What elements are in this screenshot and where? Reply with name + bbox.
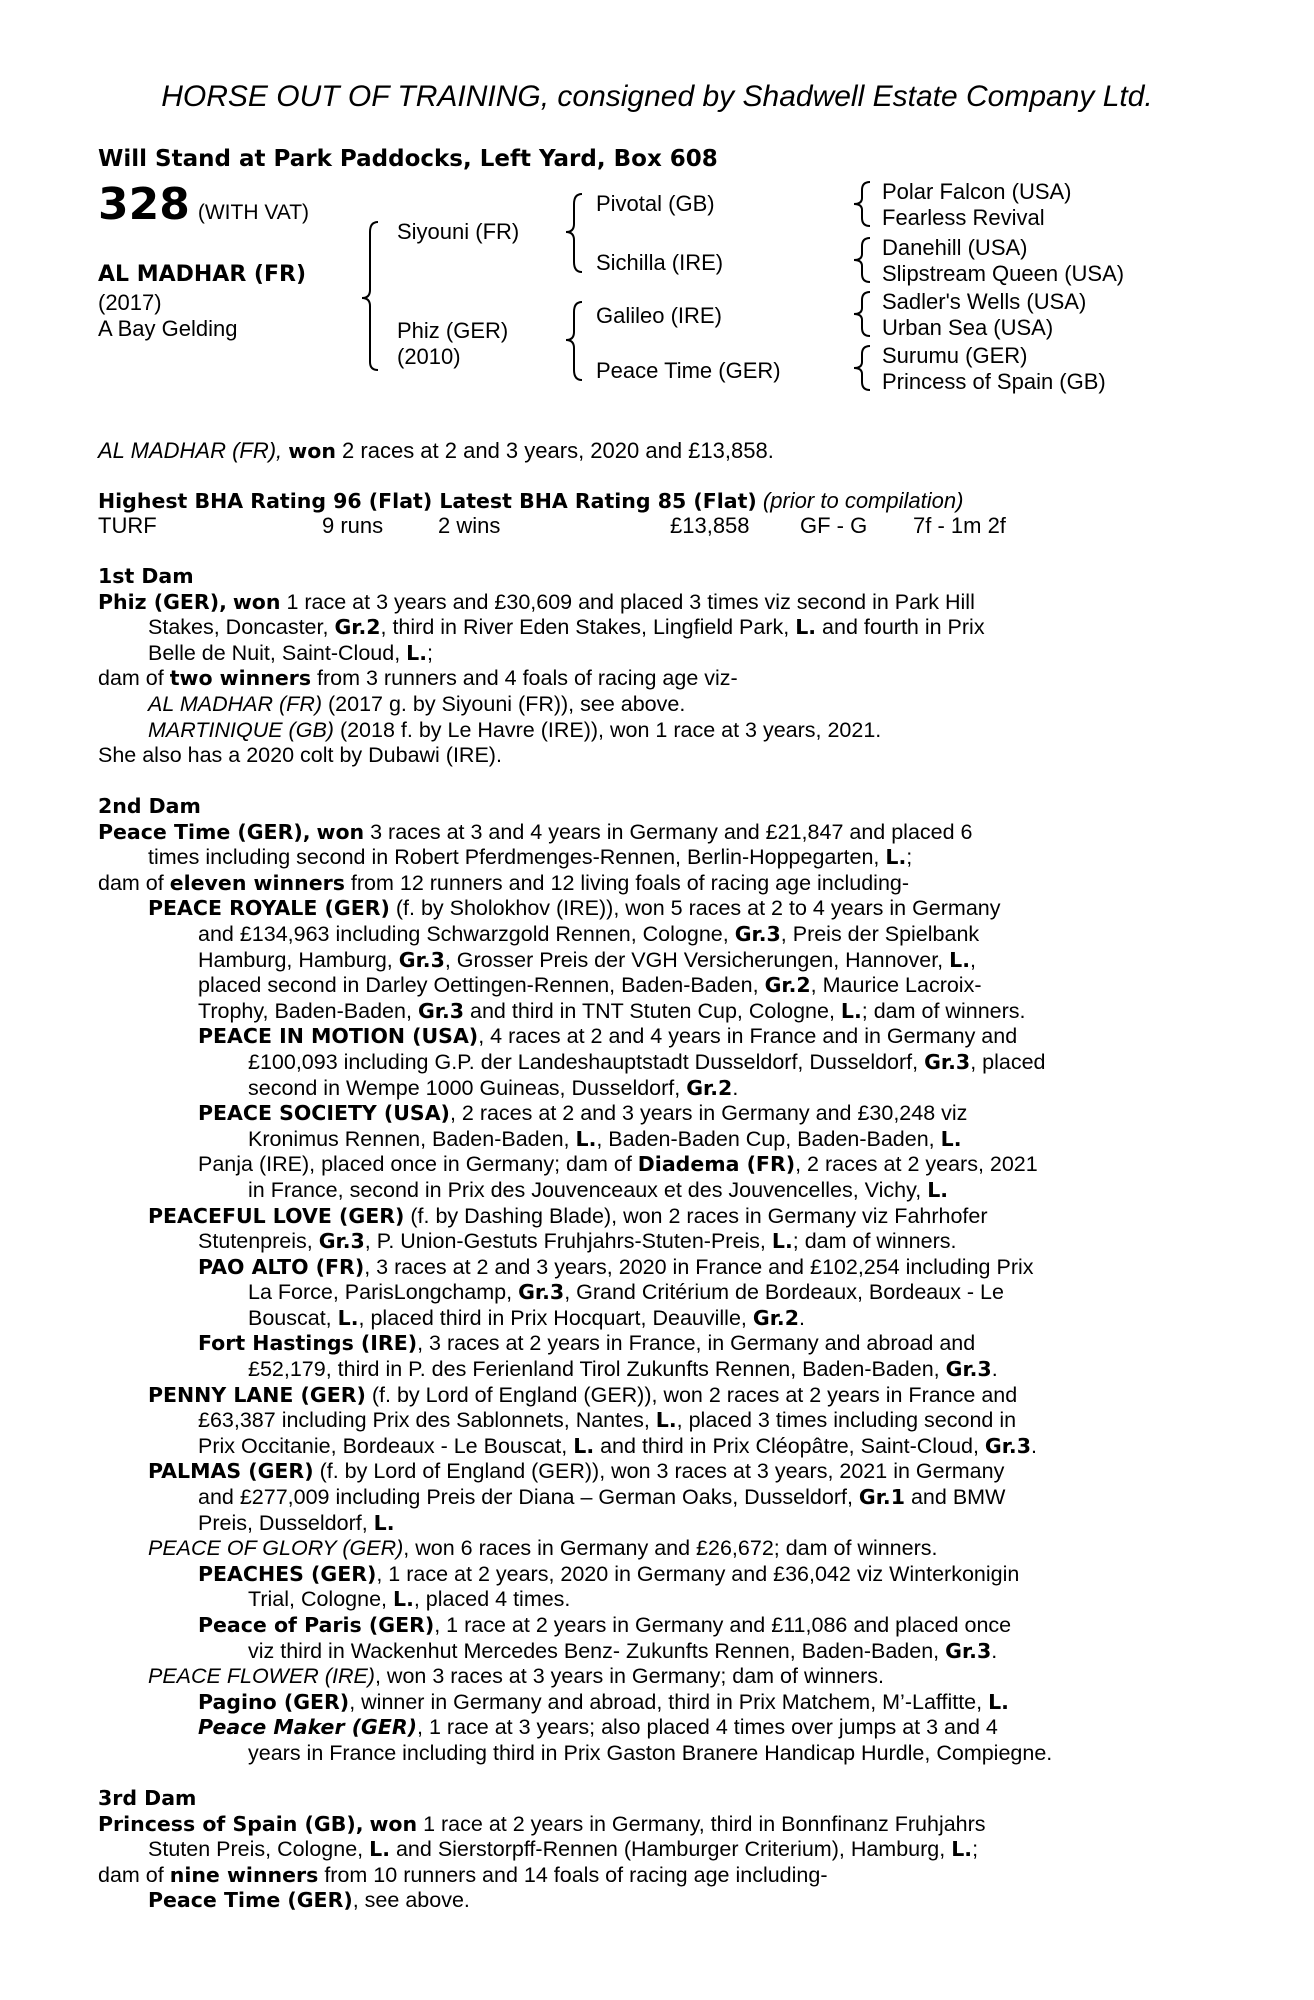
- second-dam-line: Pagino (GER), winner in Germany and abroad, third in Prix Matchem, M’-Laffitte, L.: [198, 1689, 1009, 1714]
- second-dam-line: £52,179, third in P. des Ferienland Tirol Zukunfts Rennen, Baden-Baden, Gr.3.: [248, 1357, 998, 1382]
- pedigree-dam-dam: Peace Time (GER): [596, 358, 781, 383]
- second-dam-line: years in France including third in Prix Gaston Branere Handicap Hurdle, Compiegne.: [248, 1740, 1053, 1765]
- second-dam-line: Bouscat, L., placed third in Prix Hocquart, Deauville, Gr.2.: [248, 1305, 805, 1330]
- first-dam-section: [98, 564, 1208, 769]
- turf-wins: 2 wins: [438, 513, 501, 538]
- second-dam-line: Kronimus Rennen, Baden-Baden, L., Baden-Baden Cup, Baden-Baden, L.: [248, 1126, 962, 1151]
- pedigree-g6: Urban Sea (USA): [882, 315, 1054, 340]
- third-dam-title: 3rd Dam: [98, 1786, 197, 1810]
- turf-distance: 7f - 1m 2f: [913, 513, 1006, 538]
- first-dam-line: Stakes, Doncaster, Gr.2, third in River Eden Stakes, Lingfield Park, L. and fourth in Prix: [148, 615, 985, 640]
- second-dam-line: PEACE OF GLORY (GER), won 6 races in Germany and £26,672; dam of winners.: [148, 1536, 938, 1561]
- pedigree-g2: Fearless Revival: [882, 205, 1045, 230]
- turf-going: GF - G: [800, 513, 868, 538]
- bha-rating: Highest BHA Rating 96 (Flat) Latest BHA Rating 85 (Flat) (prior to compilation): [98, 488, 964, 513]
- first-dam-line: dam of two winners from 3 runners and 4 foals of racing age viz-: [98, 666, 738, 691]
- second-dam-line: Peace Maker (GER), 1 race at 3 years; also placed 4 times over jumps at 3 and 4: [198, 1715, 998, 1740]
- pedigree-g8: Princess of Spain (GB): [882, 369, 1106, 394]
- second-dam-line: and £277,009 including Preis der Diana – German Oaks, Dusseldorf, Gr.1 and BMW: [198, 1485, 1006, 1510]
- second-dam-line: PALMAS (GER) (f. by Lord of England (GER)), won 3 races at 3 years, 2021 in Germany: [148, 1459, 1005, 1484]
- second-dam-line: Trophy, Baden-Baden, Gr.3 and third in TNT Stuten Cup, Cologne, L.; dam of winners.: [198, 998, 1026, 1023]
- first-dam-line: She also has a 2020 colt by Dubawi (IRE).: [98, 743, 502, 768]
- pedigree-dam-sire: Galileo (IRE): [596, 303, 722, 328]
- second-dam-line: PEACE SOCIETY (USA), 2 races at 2 and 3 years in Germany and £30,248 viz: [198, 1101, 968, 1126]
- first-dam-line: Phiz (GER), won 1 race at 3 years and £30,609 and placed 3 times viz second in Park Hill: [98, 589, 975, 614]
- second-dam-line: £63,387 including Prix des Sablonnets, Nantes, L., placed 3 times including second in: [198, 1408, 1017, 1433]
- second-dam-line: Peace Time (GER), won 3 races at 3 and 4 years in Germany and £21,847 and placed 6: [98, 819, 973, 844]
- turf-runs: 9 runs: [322, 513, 384, 538]
- pedigree-dam-year: (2010): [397, 344, 461, 369]
- second-dam-line: PEACHES (GER), 1 race at 2 years, 2020 in Germany and £36,042 viz Winterkonigin: [198, 1561, 1020, 1586]
- second-dam-line: Hamburg, Hamburg, Gr.3, Grosser Preis der VGH Versicherungen, Hannover, L.,: [198, 947, 976, 972]
- second-dam-line: Trial, Cologne, L., placed 4 times.: [248, 1587, 571, 1612]
- second-dam-line: £100,093 including G.P. der Landeshauptstadt Dusseldorf, Dusseldorf, Gr.3, placed: [248, 1049, 1046, 1074]
- second-dam-line: Stutenpreis, Gr.3, P. Union-Gestuts Fruhjahrs-Stuten-Preis, L.; dam of winners.: [198, 1229, 957, 1254]
- second-dam-line: second in Wempe 1000 Guineas, Dusseldorf, Gr.2.: [248, 1075, 739, 1100]
- pedigree-g5: Sadler's Wells (USA): [882, 289, 1087, 314]
- lot-vat: (WITH VAT): [197, 201, 310, 224]
- pedigree-sire-sire: Pivotal (GB): [596, 191, 715, 216]
- pedigree-sire: Siyouni (FR): [397, 219, 520, 244]
- second-dam-line: La Force, ParisLongchamp, Gr.3, Grand Critérium de Bordeaux, Bordeaux - Le: [248, 1280, 1004, 1305]
- second-dam-title: 2nd Dam: [98, 794, 201, 818]
- second-dam-line: times including second in Robert Pferdmenges-Rennen, Berlin-Hoppegarten, L.;: [148, 845, 913, 870]
- horse-description: A Bay Gelding: [98, 316, 238, 341]
- second-dam-section: [98, 794, 1208, 1767]
- second-dam-line: Fort Hastings (IRE), 3 races at 2 years in France, in Germany and abroad and: [198, 1331, 976, 1356]
- third-dam-line: Stuten Preis, Cologne, L. and Sierstorpff-Rennen (Hamburger Criterium), Hamburg, L.;: [148, 1837, 979, 1862]
- third-dam-line: Peace Time (GER), see above.: [148, 1888, 470, 1913]
- pedigree-sire-dam: Sichilla (IRE): [596, 250, 724, 275]
- turf-surface: TURF: [98, 513, 157, 538]
- second-dam-line: PEACE IN MOTION (USA), 4 races at 2 and 4 years in France and in Germany and: [198, 1024, 1018, 1049]
- second-dam-line: in France, second in Prix des Jouvenceaux et des Jouvencelles, Vichy, L.: [248, 1177, 949, 1202]
- second-dam-line: PEACE FLOWER (IRE), won 3 races at 3 years in Germany; dam of winners.: [148, 1664, 885, 1689]
- horse-year: (2017): [98, 290, 162, 315]
- turf-prize: £13,858: [670, 513, 750, 538]
- race-summary: AL MADHAR (FR), won 2 races at 2 and 3 years, 2020 and £13,858.: [98, 438, 774, 463]
- pedigree-g1: Polar Falcon (USA): [882, 179, 1072, 204]
- pedigree-g7: Surumu (GER): [882, 343, 1028, 368]
- second-dam-line: PAO ALTO (FR), 3 races at 2 and 3 years, 2020 in France and £102,254 including Prix: [198, 1254, 1034, 1279]
- pedigree-g3: Danehill (USA): [882, 235, 1028, 260]
- horse-name: AL MADHAR (FR): [98, 262, 307, 287]
- pedigree-dam: Phiz (GER): [397, 318, 509, 343]
- page-heading: HORSE OUT OF TRAINING, consigned by Shadwell Estate Company Ltd.: [161, 80, 1153, 113]
- second-dam-line: PEACE ROYALE (GER) (f. by Sholokhov (IRE)), won 5 races at 2 to 4 years in Germany: [148, 896, 1001, 921]
- second-dam-line: Prix Occitanie, Bordeaux - Le Bouscat, L. and third in Prix Cléopâtre, Saint-Cloud, Gr.3.: [198, 1433, 1037, 1458]
- third-dam-section: [98, 1786, 1208, 1914]
- lot-number-value: 328: [98, 179, 190, 230]
- second-dam-line: Panja (IRE), placed once in Germany; dam of Diadema (FR), 2 races at 2 years, 2021: [198, 1152, 1038, 1177]
- stand-location: Will Stand at Park Paddocks, Left Yard, Box 608: [98, 146, 718, 172]
- second-dam-line: placed second in Darley Oettingen-Rennen, Baden-Baden, Gr.2, Maurice Lacroix-: [198, 973, 982, 998]
- first-dam-line: AL MADHAR (FR) (2017 g. by Siyouni (FR)), see above.: [148, 691, 686, 716]
- pedigree-g4: Slipstream Queen (USA): [882, 261, 1125, 286]
- second-dam-line: Preis, Dusseldorf, L.: [198, 1510, 395, 1535]
- first-dam-line: Belle de Nuit, Saint-Cloud, L.;: [148, 640, 433, 665]
- second-dam-line: and £134,963 including Schwarzgold Rennen, Cologne, Gr.3, Preis der Spielbank: [198, 921, 980, 946]
- second-dam-line: dam of eleven winners from 12 runners and 12 living foals of racing age including-: [98, 870, 910, 895]
- third-dam-line: Princess of Spain (GB), won 1 race at 2 years in Germany, third in Bonnfinanz Fruhjahrs: [98, 1811, 986, 1836]
- second-dam-line: PENNY LANE (GER) (f. by Lord of England (GER)), won 2 races at 2 years in France and: [148, 1382, 1018, 1407]
- second-dam-line: viz third in Wackenhut Mercedes Benz- Zukunfts Rennen, Baden-Baden, Gr.3.: [248, 1638, 998, 1663]
- first-dam-title: 1st Dam: [98, 564, 194, 588]
- third-dam-line: dam of nine winners from 10 runners and 14 foals of racing age including-: [98, 1862, 828, 1887]
- first-dam-line: MARTINIQUE (GB) (2018 f. by Le Havre (IRE)), won 1 race at 3 years, 2021.: [148, 717, 882, 742]
- second-dam-line: PEACEFUL LOVE (GER) (f. by Dashing Blade), won 2 races in Germany viz Fahrhofer: [148, 1203, 988, 1228]
- second-dam-line: Peace of Paris (GER), 1 race at 2 years in Germany and £11,086 and placed once: [198, 1613, 1012, 1637]
